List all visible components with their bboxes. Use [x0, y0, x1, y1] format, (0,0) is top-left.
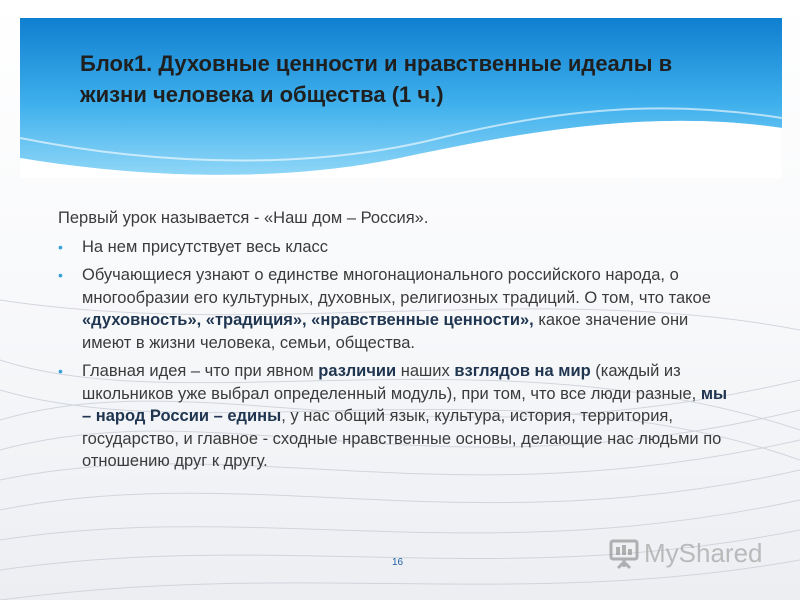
bullet-icon: • [58, 238, 63, 255]
slide-body [58, 207, 738, 479]
bullet-text: На нем присутствует весь класс [82, 237, 329, 256]
bullet-item [58, 360, 738, 473]
bullet-text: какое значение они имеют в жизни человека, семьи, общества. [82, 311, 689, 352]
presentation-board-icon [608, 538, 640, 570]
bullet-text: Главная идея – что при явном [82, 362, 319, 380]
watermark [608, 536, 768, 572]
slide-title: Блок1. Духовные ценности и нравственные идеалы в жизни человека и общества (1 ч.) [80, 51, 673, 107]
bullet-text: Обучающиеся узнают о единстве многонационального российского народа, о многообразии его культурных, духовных, религиозных традиций. О том, что такое [82, 266, 711, 307]
bullet-icon: • [58, 267, 63, 283]
lead-text: Первый урок называется - «Наш дом – Россия». [58, 209, 429, 227]
bullet-text: , у нас общий язык, культура, история, территория, государство, и главное - сходные нравственные основы, делающие нас людьми по отношению друг к другу. [82, 407, 722, 470]
bold-term: мы – народ России – едины [82, 384, 728, 425]
bold-term: «духовность», «традиция», «нравственные ценности», [82, 311, 534, 329]
bold-term: взглядов на мир [454, 362, 591, 380]
bullet-text: (каждый из школьников уже выбрал определенный модуль), при том, что все люди разные, [82, 362, 701, 403]
watermark-text: MyShared [644, 538, 763, 568]
bullet-item [58, 236, 738, 259]
bold-term: различии [318, 362, 397, 380]
page-number: 16 [392, 557, 404, 568]
bullet-item [58, 264, 738, 354]
bullet-icon: • [58, 363, 63, 379]
bullet-text: наших [396, 362, 455, 380]
bullet-list [58, 236, 738, 473]
